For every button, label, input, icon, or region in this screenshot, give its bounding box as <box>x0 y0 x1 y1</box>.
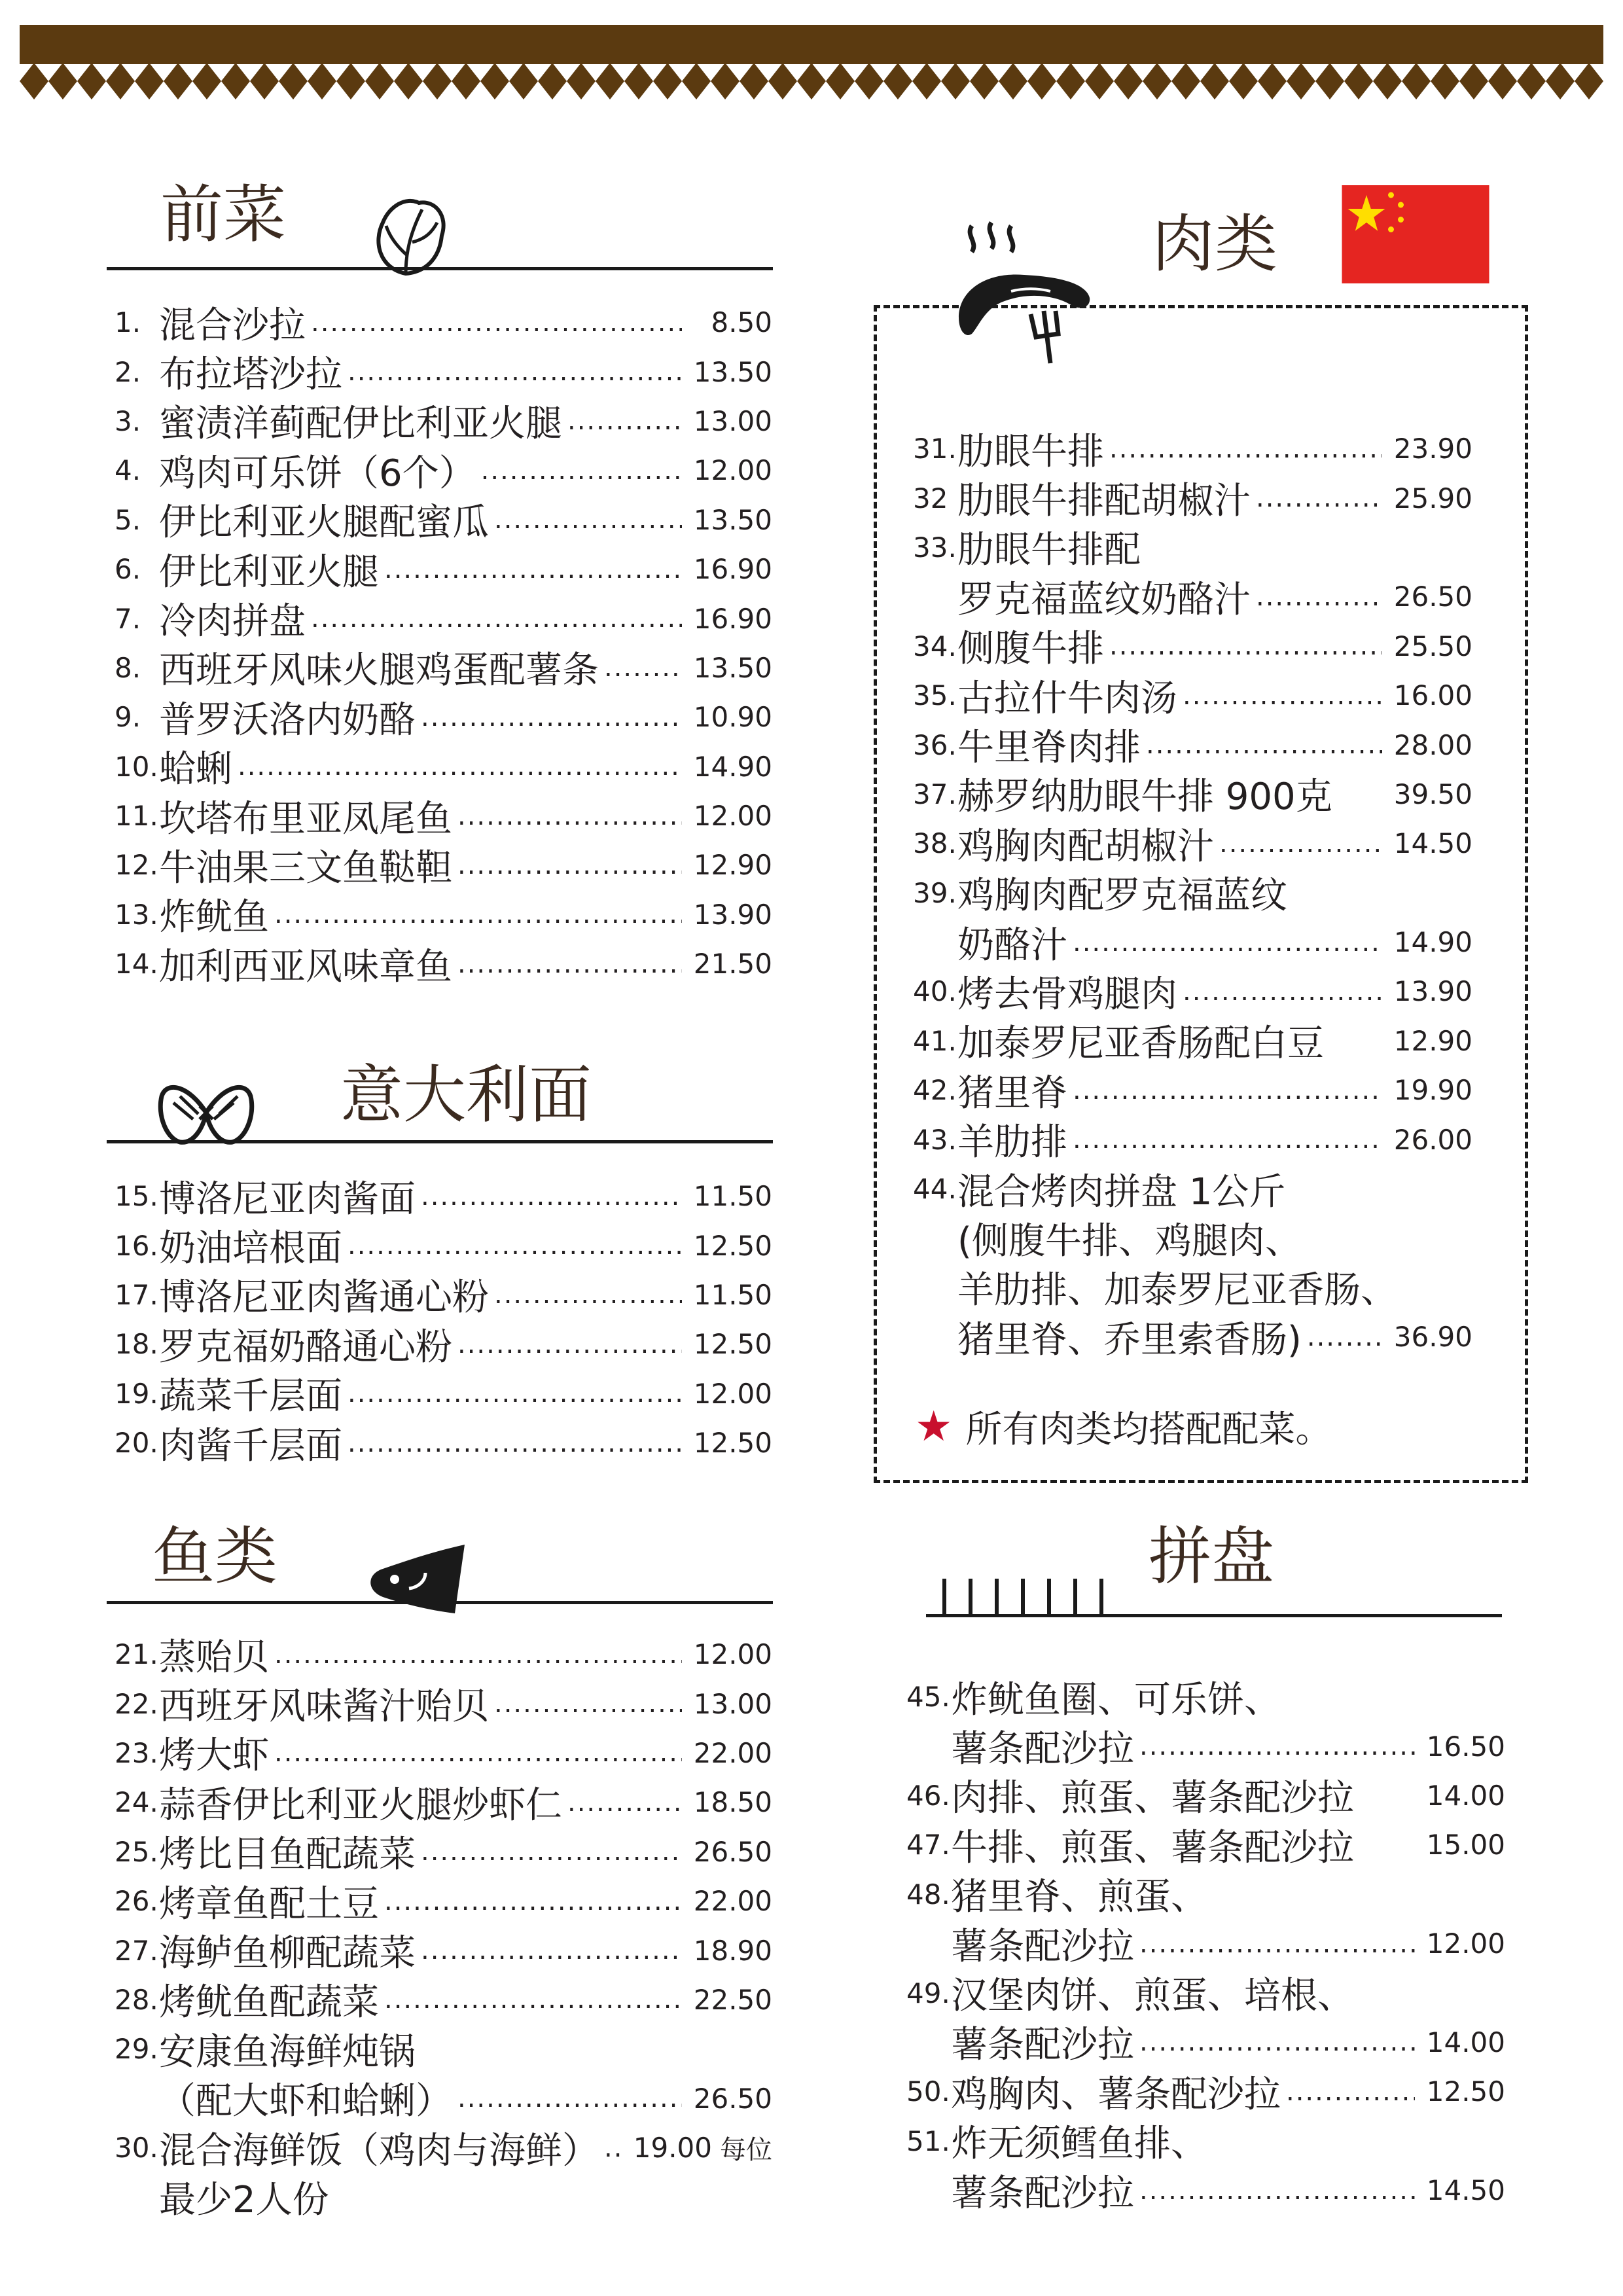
leader-dots <box>494 1280 682 1310</box>
item-name: 烤去骨鸡腿肉 <box>957 973 1177 1016</box>
item-number: 39. <box>913 876 957 909</box>
item-price: 19.00 <box>633 2132 712 2164</box>
item-price: 12.50 <box>693 1328 772 1361</box>
item-number: 10. <box>115 750 158 783</box>
item-number: 35. <box>913 679 957 712</box>
menu-item <box>115 1418 772 1467</box>
appetizers-rule <box>107 267 773 270</box>
item-price: 15.00 <box>1426 1829 1505 1861</box>
item-number: 32 <box>913 482 948 514</box>
top-banner <box>20 25 1603 110</box>
item-name: 伊比利亚火腿 <box>159 550 379 594</box>
item-number: 11. <box>115 800 158 833</box>
menu-item <box>115 692 772 742</box>
item-number: 4. <box>115 454 141 487</box>
appetizers-list <box>115 298 772 988</box>
item-price: 14.50 <box>1426 2174 1505 2207</box>
item-number: 26. <box>115 1885 158 1918</box>
item-price: 13.00 <box>693 1687 772 1720</box>
item-name: 普罗沃洛内奶酪 <box>159 698 416 742</box>
leader-dots <box>1256 483 1382 513</box>
leader-dots <box>238 751 682 781</box>
menu-item <box>115 1876 772 1926</box>
leader-dots <box>494 505 682 535</box>
leader-dots <box>1256 582 1382 612</box>
menu-item <box>913 622 1472 671</box>
item-price: 13.90 <box>693 898 772 931</box>
leader-dots <box>274 1640 682 1670</box>
item-price: 22.00 <box>693 1736 772 1769</box>
menu-item <box>115 1679 772 1728</box>
item-name-continuation: 奶酪汁 <box>957 924 1067 967</box>
price-note: 每位 <box>720 2135 772 2166</box>
menu-item <box>913 869 1472 918</box>
menu-item-continuation <box>913 1263 1472 1312</box>
item-price: 13.50 <box>693 355 772 388</box>
item-number: 3. <box>115 404 141 437</box>
item-price: 13.50 <box>693 503 772 536</box>
item-number: 1. <box>115 306 141 339</box>
item-name: 博洛尼亚肉酱通心粉 <box>159 1276 489 1319</box>
leader-dots <box>1219 829 1382 859</box>
menu-item <box>115 1172 772 1221</box>
menu-item-continuation <box>906 2166 1505 2215</box>
item-name: 鸡肉可乐饼（6个） <box>159 452 476 495</box>
fish-list <box>115 1630 772 2222</box>
item-name: 烤章鱼配土豆 <box>159 1882 379 1926</box>
item-name: 烤比目鱼配蔬菜 <box>159 1833 416 1876</box>
item-number: 9. <box>115 701 141 734</box>
platters-rule <box>926 1614 1502 1617</box>
tally-marks-icon <box>939 1577 1109 1617</box>
item-number: 43. <box>913 1123 957 1156</box>
leader-dots <box>1073 927 1382 958</box>
item-price: 14.50 <box>1393 827 1472 860</box>
item-name: 肋眼牛排配 <box>957 529 1141 572</box>
item-name-continuation: 薯条配沙拉 <box>951 1728 1134 1771</box>
item-number: 16. <box>115 1229 158 1262</box>
item-name: 海鲈鱼柳配蔬菜 <box>159 1932 416 1975</box>
item-name: 烤大虾 <box>159 1734 269 1778</box>
menu-item <box>115 594 772 643</box>
menu-item <box>913 720 1472 769</box>
leader-dots <box>348 1230 682 1261</box>
item-number: 30. <box>115 2132 158 2164</box>
menu-item <box>913 1115 1472 1164</box>
leader-dots <box>567 1787 682 1818</box>
fish-rule <box>107 1601 773 1604</box>
item-name: 蜜渍洋蓟配伊比利亚火腿 <box>159 403 562 446</box>
item-number: 22. <box>115 1687 158 1720</box>
item-name: 混合海鲜饭（鸡肉与海鲜） <box>159 2129 599 2172</box>
item-price: 14.90 <box>1393 926 1472 959</box>
menu-item <box>906 2117 1505 2166</box>
platters-title: 拼盘 <box>1149 1520 1274 1593</box>
item-number: 27. <box>115 1934 158 1967</box>
menu-item-continuation <box>115 2074 772 2123</box>
leader-dots <box>494 1689 682 1719</box>
menu-item <box>115 545 772 594</box>
item-price: 26.50 <box>693 1835 772 1868</box>
menu-item <box>913 1016 1472 1066</box>
leader-dots <box>1183 681 1382 711</box>
leader-dots <box>1139 2176 1415 2206</box>
menu-item <box>115 2123 772 2172</box>
leader-dots <box>348 1428 682 1458</box>
china-flag-icon <box>1340 185 1491 283</box>
item-price: 23.90 <box>1393 433 1472 465</box>
item-number: 7. <box>115 602 141 635</box>
item-price: 12.90 <box>1393 1024 1472 1057</box>
menu-item <box>115 1270 772 1319</box>
item-name-continuation: （配大虾和蛤蜊） <box>159 2080 452 2123</box>
item-name: 蔬菜千层面 <box>159 1375 342 1418</box>
item-price: 14.00 <box>1426 2026 1505 2058</box>
menu-item-continuation <box>906 2018 1505 2067</box>
item-number: 19. <box>115 1377 158 1410</box>
menu-item <box>115 939 772 988</box>
leader-dots <box>1073 1124 1382 1155</box>
item-number: 31. <box>913 433 957 465</box>
leader-dots <box>384 554 682 584</box>
item-number: 45. <box>906 1681 950 1713</box>
menu-item-continuation <box>913 572 1472 621</box>
menu-item <box>115 1778 772 1827</box>
leader-dots <box>348 1378 682 1408</box>
pasta-rule <box>107 1140 773 1143</box>
menu-item <box>115 1975 772 2024</box>
item-name: 炸无须鳕鱼排、 <box>951 2123 1207 2166</box>
menu-item <box>913 1164 1472 1213</box>
item-number: 12. <box>115 849 158 882</box>
item-number: 20. <box>115 1427 158 1460</box>
menu-item <box>906 2067 1505 2116</box>
menu-item <box>115 298 772 347</box>
meat-title: 肉类 <box>1152 207 1277 281</box>
menu-item <box>913 770 1472 819</box>
item-price: 11.50 <box>693 1278 772 1311</box>
item-name: 奶油培根面 <box>159 1227 342 1270</box>
menu-item-continuation <box>115 2172 772 2221</box>
menu-item-continuation <box>913 918 1472 967</box>
item-price: 12.50 <box>1426 2075 1505 2108</box>
item-name-continuation: 最少2人份 <box>159 2179 329 2221</box>
item-price: 18.90 <box>693 1934 772 1967</box>
leader-dots <box>1073 1075 1382 1105</box>
item-name: 侧腹牛排 <box>957 628 1104 671</box>
leader-dots <box>421 1837 682 1867</box>
item-price: 39.50 <box>1393 778 1472 810</box>
leader-dots <box>421 1181 682 1211</box>
leader-dots <box>457 801 682 831</box>
item-name-continuation: 羊肋排、加泰罗尼亚香肠、 <box>957 1269 1397 1312</box>
item-name: 鸡胸肉配罗克福蓝纹 <box>957 874 1287 918</box>
menu-item <box>115 1926 772 1975</box>
menu-item <box>906 1672 1505 1721</box>
leader-dots <box>1139 2027 1415 2057</box>
item-name: 混合沙拉 <box>159 304 306 347</box>
fish-title: 鱼类 <box>152 1520 277 1593</box>
menu-item <box>913 523 1472 572</box>
leader-dots <box>421 702 682 732</box>
item-number: 40. <box>913 975 957 1008</box>
item-name: 鸡胸肉配胡椒汁 <box>957 825 1214 868</box>
item-number: 13. <box>115 898 158 931</box>
item-name: 布拉塔沙拉 <box>159 353 342 397</box>
item-price: 14.00 <box>1426 1779 1505 1812</box>
leader-dots <box>311 308 682 338</box>
item-price: 26.00 <box>1393 1123 1472 1156</box>
item-name-continuation: 罗克福蓝纹奶酪汁 <box>957 578 1251 621</box>
menu-item <box>115 446 772 495</box>
item-number: 2. <box>115 355 141 388</box>
leader-dots <box>604 653 682 683</box>
item-price: 19.90 <box>1393 1074 1472 1107</box>
menu-item-continuation <box>913 1213 1472 1263</box>
item-name: 牛油果三文鱼鞑靼 <box>159 847 452 889</box>
item-number: 21. <box>115 1638 158 1671</box>
item-name: 牛排、煎蛋、薯条配沙拉 <box>951 1826 1354 1869</box>
item-name: 汉堡肉饼、煎蛋、培根、 <box>951 1975 1354 2018</box>
item-price: 16.50 <box>1426 1730 1505 1763</box>
menu-item <box>115 347 772 396</box>
item-price: 16.90 <box>693 553 772 586</box>
menu-item <box>913 1066 1472 1115</box>
menu-item-continuation <box>906 1721 1505 1770</box>
item-number: 47. <box>906 1829 950 1861</box>
menu-item <box>115 890 772 939</box>
leader-dots <box>1183 977 1382 1007</box>
item-number: 25. <box>115 1835 158 1868</box>
item-name-continuation: 猪里脊、乔里索香肠) <box>957 1318 1302 1361</box>
item-name: 安康鱼海鲜炖锅 <box>159 2030 416 2073</box>
item-price: 26.50 <box>1393 581 1472 613</box>
item-price: 36.90 <box>1393 1321 1472 1354</box>
menu-item <box>115 1221 772 1270</box>
item-price: 26.50 <box>693 2082 772 2115</box>
item-name: 古拉什牛肉汤 <box>957 677 1177 720</box>
item-price: 12.00 <box>693 800 772 833</box>
leader-dots <box>421 1935 682 1965</box>
item-name: 炸鱿鱼圈、可乐饼、 <box>951 1678 1281 1721</box>
item-price: 14.90 <box>693 750 772 783</box>
menu-item <box>115 2024 772 2073</box>
item-price: 12.90 <box>693 849 772 882</box>
leader-dots <box>567 406 682 436</box>
menu-item <box>115 791 772 840</box>
fish-icon <box>363 1541 468 1620</box>
menu-item <box>906 1968 1505 2017</box>
item-price: 18.50 <box>693 1786 772 1819</box>
item-price: 22.50 <box>693 1983 772 2016</box>
item-price: 13.90 <box>1393 975 1472 1008</box>
item-price: 16.90 <box>693 602 772 635</box>
menu-item <box>906 1820 1505 1869</box>
leader-dots <box>274 1738 682 1768</box>
menu-item <box>115 1630 772 1679</box>
item-price: 12.00 <box>693 454 772 487</box>
item-number: 5. <box>115 503 141 536</box>
menu-item <box>115 840 772 889</box>
appetizers-title: 前菜 <box>160 178 286 251</box>
menu-item-continuation <box>906 1919 1505 1968</box>
menu-item <box>115 643 772 692</box>
item-name: 肉排、煎蛋、薯条配沙拉 <box>951 1777 1354 1820</box>
menu-item <box>115 1319 772 1369</box>
item-number: 18. <box>115 1328 158 1361</box>
item-name: 肉酱千层面 <box>159 1424 342 1467</box>
item-price: 12.00 <box>693 1638 772 1671</box>
leader-dots <box>457 1329 682 1359</box>
menu-item <box>115 1729 772 1778</box>
item-name: 猪里脊、煎蛋、 <box>951 1876 1207 1919</box>
item-price: 25.50 <box>1393 630 1472 662</box>
item-name-continuation: 薯条配沙拉 <box>951 2024 1134 2067</box>
leader-dots <box>481 456 682 486</box>
leader-dots <box>1146 730 1382 760</box>
star-icon: ★ <box>915 1403 953 1451</box>
item-name: 炸鱿鱼 <box>159 896 269 939</box>
item-name: 西班牙风味酱汁贻贝 <box>159 1685 489 1729</box>
item-number: 42. <box>913 1074 957 1107</box>
item-number: 46. <box>906 1779 950 1812</box>
item-name: 蒜香伊比利亚火腿炒虾仁 <box>159 1784 562 1827</box>
item-number: 51. <box>906 2125 950 2157</box>
leader-dots <box>348 357 682 387</box>
meat-note-text: 所有肉类均搭配配菜。 <box>965 1408 1332 1451</box>
menu-item <box>913 819 1472 868</box>
item-name: 烤鱿鱼配蔬菜 <box>159 1981 379 2024</box>
item-price: 16.00 <box>1393 679 1472 712</box>
leader-dots <box>1109 631 1382 661</box>
item-name: 博洛尼亚肉酱面 <box>159 1177 416 1221</box>
item-number: 8. <box>115 651 141 684</box>
item-price: 22.00 <box>693 1885 772 1918</box>
item-name: 肋眼牛排 <box>957 430 1104 473</box>
item-name: 加泰罗尼亚香肠配白豆 <box>957 1022 1324 1066</box>
item-name: 罗克福奶酪通心粉 <box>159 1325 452 1369</box>
pasta-title: 意大利面 <box>340 1058 592 1132</box>
menu-item <box>913 967 1472 1016</box>
item-name: 加利西亚风味章鱼 <box>159 945 452 988</box>
leader-dots <box>457 850 682 880</box>
leader-dots <box>1307 1322 1382 1352</box>
item-name-continuation: (侧腹牛排、鸡腿肉、 <box>957 1219 1302 1263</box>
item-name: 鸡胸肉、薯条配沙拉 <box>951 2073 1281 2116</box>
item-name: 西班牙风味火腿鸡蛋配薯条 <box>159 649 599 692</box>
item-price: 12.00 <box>1426 1928 1505 1960</box>
item-number: 49. <box>906 1977 950 2009</box>
item-number: 50. <box>906 2075 950 2108</box>
item-number: 38. <box>913 827 957 860</box>
menu-item <box>913 424 1472 473</box>
item-name: 羊肋排 <box>957 1121 1067 1164</box>
leader-dots <box>274 899 682 929</box>
item-number: 29. <box>115 2033 158 2066</box>
item-price: 13.50 <box>693 651 772 684</box>
item-name: 猪里脊 <box>957 1071 1067 1115</box>
item-price: 12.00 <box>693 1377 772 1410</box>
item-number: 6. <box>115 553 141 586</box>
item-name: 坎塔布里亚凤尾鱼 <box>159 797 452 840</box>
item-price: 12.50 <box>693 1427 772 1460</box>
item-name: 蒸贻贝 <box>159 1636 269 1679</box>
platters-list <box>906 1672 1505 2215</box>
item-name: 蛤蜊 <box>159 748 232 791</box>
item-name: 混合烤肉拼盘 1公斤 <box>957 1170 1286 1213</box>
leader-dots <box>311 603 682 634</box>
item-name: 冷肉拼盘 <box>159 600 306 643</box>
item-number: 17. <box>115 1278 158 1311</box>
leader-dots <box>1139 1731 1415 1761</box>
leader-dots <box>457 949 682 979</box>
item-price: 28.00 <box>1393 728 1472 761</box>
item-price: 8.50 <box>711 306 772 339</box>
leader-dots <box>384 1886 682 1916</box>
leader-dots <box>1139 1929 1415 1959</box>
item-number: 33. <box>913 531 957 564</box>
item-number: 36. <box>913 728 957 761</box>
item-name: 牛里脊肉排 <box>957 726 1141 770</box>
item-name-continuation: 薯条配沙拉 <box>951 1925 1134 1968</box>
pasta-list <box>115 1172 772 1467</box>
item-price: 13.00 <box>693 404 772 437</box>
item-name-continuation: 薯条配沙拉 <box>951 2172 1134 2215</box>
item-price: 11.50 <box>693 1180 772 1213</box>
leader-dots <box>384 1984 682 2015</box>
item-number: 24. <box>115 1786 158 1819</box>
leader-dots <box>457 2083 682 2113</box>
menu-item <box>115 397 772 446</box>
meat-list <box>913 424 1472 1361</box>
item-number: 44. <box>913 1173 957 1206</box>
menu-item <box>906 1870 1505 1919</box>
item-number: 23. <box>115 1736 158 1769</box>
item-name: 伊比利亚火腿配蜜瓜 <box>159 501 489 545</box>
item-number: 37. <box>913 778 957 810</box>
meat-side-dish-note <box>915 1401 1332 1453</box>
item-price: 25.90 <box>1393 482 1472 514</box>
bowtie-pasta-icon <box>154 1067 259 1158</box>
item-name: 肋眼牛排配胡椒汁 <box>957 480 1251 523</box>
item-number: 14. <box>115 948 158 980</box>
leader-dots <box>1109 434 1382 464</box>
item-number: 48. <box>906 1878 950 1910</box>
menu-item <box>115 1827 772 1876</box>
item-number: 28. <box>115 1983 158 2016</box>
leader-dots <box>1286 2077 1415 2107</box>
menu-item <box>115 742 772 791</box>
menu-item <box>906 1771 1505 1820</box>
item-price: 10.90 <box>693 701 772 734</box>
item-price: 12.50 <box>693 1229 772 1262</box>
item-name: 赫罗纳肋眼牛排 900克 <box>957 776 1332 819</box>
menu-item-continuation <box>913 1312 1472 1361</box>
menu-item <box>115 1369 772 1418</box>
leader-dots <box>604 2133 622 2163</box>
item-number: 34. <box>913 630 957 662</box>
menu-item <box>913 473 1472 522</box>
menu-item <box>913 671 1472 720</box>
item-price: 21.50 <box>693 948 772 980</box>
item-number: 15. <box>115 1180 158 1213</box>
item-number: 41. <box>913 1024 957 1057</box>
menu-item <box>115 495 772 545</box>
